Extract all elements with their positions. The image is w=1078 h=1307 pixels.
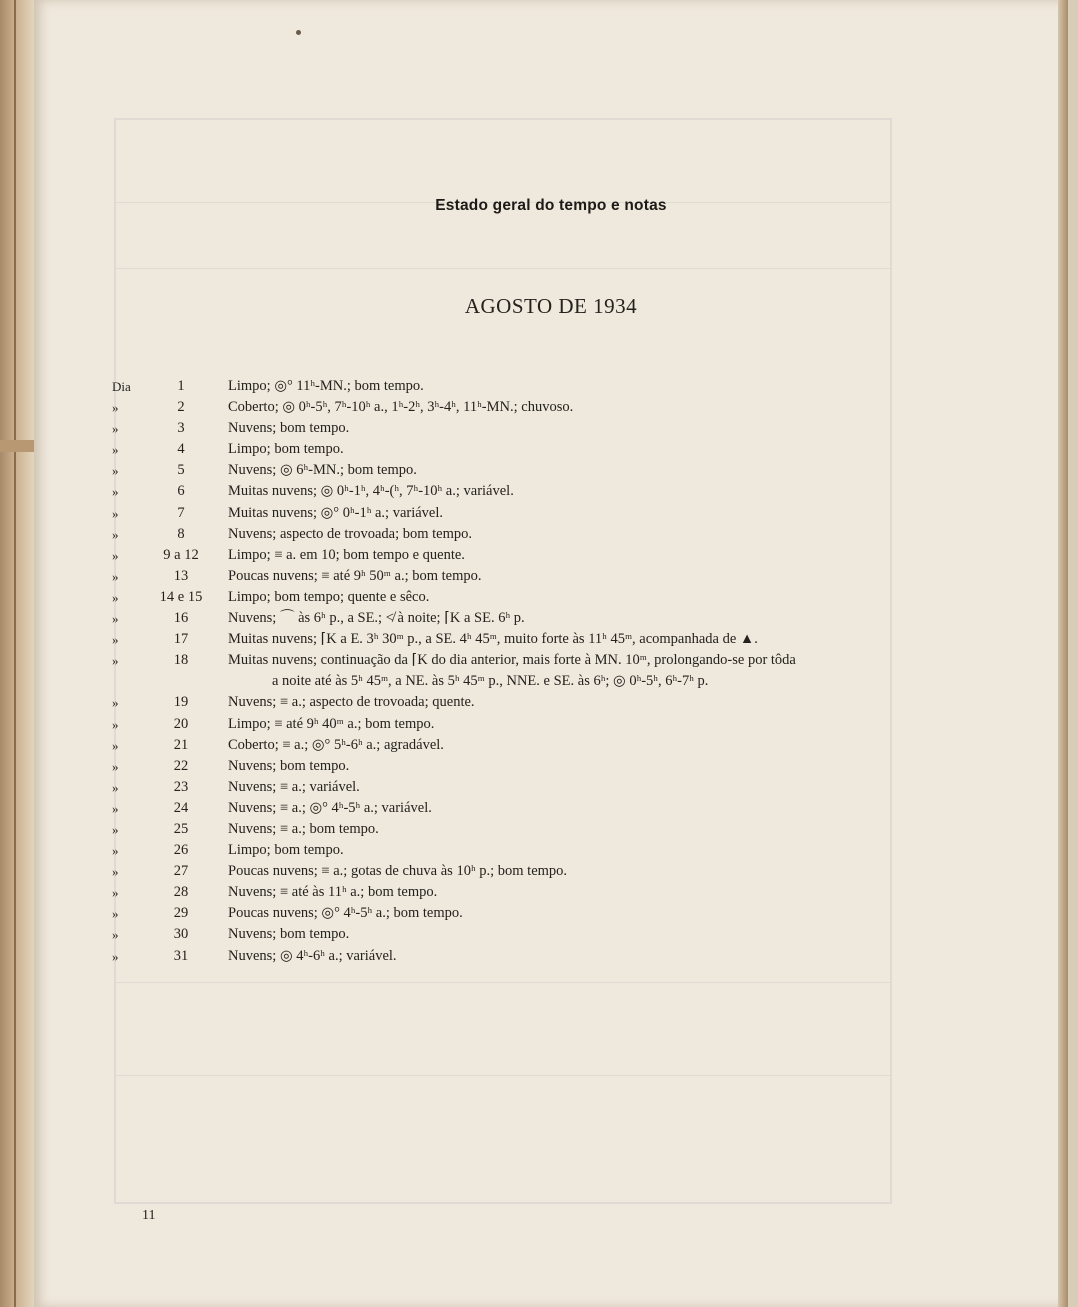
entry-row <box>34 439 1068 460</box>
entry-row <box>34 460 1068 481</box>
entry-day: 9 a 12 <box>163 546 199 563</box>
entry-label: » <box>112 484 119 500</box>
entry-text: Nuvens; aspecto de trovoada; bom tempo. <box>228 525 473 542</box>
entry-label: » <box>112 864 119 880</box>
entry-text: Nuvens; ≡ até às 11ʰ a.; bom tempo. <box>228 884 438 901</box>
show-through-rule <box>116 1075 890 1076</box>
entry-day: 5 <box>177 462 185 479</box>
entry-day: 6 <box>177 483 185 500</box>
entry-row <box>34 692 1068 713</box>
entry-text: Muitas nuvens; ⌈K a E. 3ʰ 30ᵐ p., a SE. 4ʰ 45ᵐ, muito forte às 11ʰ 45ᵐ, acompanhada de ▲. <box>228 631 758 648</box>
entry-label: » <box>112 653 119 669</box>
entry-label: » <box>112 821 119 837</box>
entry-row <box>34 629 1068 650</box>
entry-row <box>34 714 1068 735</box>
entry-day: 1 <box>177 378 185 394</box>
entry-row <box>34 756 1068 777</box>
entry-day: 13 <box>173 567 189 584</box>
entry-label: » <box>112 695 119 711</box>
entry-day: 8 <box>177 525 185 542</box>
entry-row <box>34 481 1068 502</box>
page-number: 11 <box>142 1208 156 1223</box>
entry-day: 26 <box>173 842 189 859</box>
book-spine <box>0 0 34 1307</box>
entry-day: 16 <box>173 610 189 627</box>
entry-label: » <box>112 463 119 479</box>
spine-notch <box>0 440 34 452</box>
entry-day: 18 <box>173 652 189 669</box>
entry-label: » <box>112 547 119 563</box>
show-through-rule <box>116 982 890 983</box>
entry-text: Limpo; bom tempo. <box>228 842 344 859</box>
entry-text: Nuvens; ≡ a.; variável. <box>228 778 360 795</box>
entry-label: » <box>112 779 119 795</box>
entry-day: 7 <box>177 504 185 521</box>
entry-day: 20 <box>173 715 189 732</box>
entry-text: Limpo; bom tempo. <box>228 441 344 458</box>
entry-row <box>34 861 1068 882</box>
entry-label: » <box>112 800 119 816</box>
entry-day: 29 <box>173 905 189 922</box>
entry-row <box>34 735 1068 756</box>
entry-text: Nuvens; ⌒ às 6ʰ p., a SE.; ≮ à noite; ⌈K a SE. 6ʰ p. <box>228 610 525 627</box>
section-title: Estado geral do tempo e notas <box>435 197 667 214</box>
entry-row <box>34 545 1068 566</box>
entry-text: Limpo; ◎° 11ʰ-MN.; bom tempo. <box>228 378 424 394</box>
entry-label: » <box>112 589 119 605</box>
entry-text: Nuvens; ≡ a.; bom tempo. <box>228 820 379 837</box>
entry-label: » <box>112 843 119 859</box>
entry-row <box>34 524 1068 545</box>
entry-day: 2 <box>177 399 185 416</box>
entry-day: 14 e 15 <box>159 588 203 605</box>
entry-row <box>34 819 1068 840</box>
entry-text: Muitas nuvens; continuação da ⌈K do dia anterior, mais forte à MN. 10ᵐ, prolongando-se por tôda <box>228 652 796 669</box>
entry-continuation-row <box>34 671 1068 692</box>
entry-row <box>34 650 1068 671</box>
entry-row <box>34 840 1068 861</box>
entry-row <box>34 503 1068 524</box>
entry-row <box>34 882 1068 903</box>
entry-text: Nuvens; ≡ a.; aspecto de trovoada; quente. <box>228 694 475 711</box>
entry-day: 25 <box>173 820 189 837</box>
entry-text: Nuvens; bom tempo. <box>228 926 350 943</box>
entry-text: Nuvens; bom tempo. <box>228 757 350 774</box>
entry-day: 21 <box>173 736 189 753</box>
entry-row <box>34 777 1068 798</box>
entry-text: Nuvens; bom tempo. <box>228 420 350 437</box>
entry-day: 19 <box>173 694 189 711</box>
page-right-edge <box>1058 0 1068 1307</box>
entry-label: » <box>112 758 119 774</box>
entry-day: 4 <box>177 441 185 458</box>
entry-day: 30 <box>173 926 189 943</box>
entry-day: 3 <box>177 420 185 437</box>
ink-speck <box>296 30 301 35</box>
entry-label: » <box>112 927 119 943</box>
entry-label: Dia <box>112 379 131 394</box>
entry-day: 28 <box>173 884 189 901</box>
entry-label: » <box>112 906 119 922</box>
document-page <box>34 0 1068 1307</box>
entry-label: » <box>112 716 119 732</box>
entry-day: 31 <box>173 947 189 964</box>
entry-day: 17 <box>173 631 189 648</box>
entry-label: » <box>112 442 119 458</box>
entry-day: 23 <box>173 778 189 795</box>
entry-text: a noite até às 5ʰ 45ᵐ, a NE. às 5ʰ 45ᵐ p., NNE. e SE. às 6ʰ; ◎ 0ʰ-5ʰ, 6ʰ-7ʰ p. <box>272 673 709 690</box>
entry-text: Muitas nuvens; ◎° 0ʰ-1ʰ a.; variável. <box>228 504 444 521</box>
entry-text: Poucas nuvens; ◎° 4ʰ-5ʰ a.; bom tempo. <box>228 905 463 922</box>
entry-label: » <box>112 632 119 648</box>
entry-text: Limpo; ≡ até 9ʰ 40ᵐ a.; bom tempo. <box>228 715 435 732</box>
entry-day: 22 <box>173 757 189 774</box>
entry-text: Poucas nuvens; ≡ até 9ʰ 50ᵐ a.; bom tempo. <box>228 567 482 584</box>
entry-text: Nuvens; ◎ 6ʰ-MN.; bom tempo. <box>228 462 417 479</box>
entry-row <box>34 397 1068 418</box>
entry-label: » <box>112 568 119 584</box>
entry-text: Nuvens; ◎ 4ʰ-6ʰ a.; variável. <box>228 947 397 964</box>
entry-text: Muitas nuvens; ◎ 0ʰ-1ʰ, 4ʰ-(ʰ, 7ʰ-10ʰ a.; variável. <box>228 483 514 500</box>
entry-label: » <box>112 526 119 542</box>
entry-row <box>34 566 1068 587</box>
entry-label: » <box>112 421 119 437</box>
entry-text: Coberto; ◎ 0ʰ-5ʰ, 7ʰ-10ʰ a., 1ʰ-2ʰ, 3ʰ-4ʰ, 11ʰ-MN.; chuvoso. <box>228 399 574 416</box>
entry-label: » <box>112 611 119 627</box>
entry-label: » <box>112 737 119 753</box>
entry-label: » <box>112 885 119 901</box>
entry-day: 24 <box>173 799 189 816</box>
entry-row <box>34 587 1068 608</box>
entry-row <box>34 903 1068 924</box>
entry-text: Poucas nuvens; ≡ a.; gotas de chuva às 10ʰ p.; bom tempo. <box>228 863 568 880</box>
entry-text: Nuvens; ≡ a.; ◎° 4ʰ-5ʰ a.; variável. <box>228 799 432 816</box>
weather-entries-list <box>34 376 1068 967</box>
entry-day: 27 <box>173 863 189 880</box>
entry-row <box>34 608 1068 629</box>
entry-row <box>34 376 1068 397</box>
spine-fold-line <box>14 0 16 1307</box>
entry-row <box>34 798 1068 819</box>
month-title: AGOSTO DE 1934 <box>464 294 638 318</box>
entry-text: Coberto; ≡ a.; ◎° 5ʰ-6ʰ a.; agradável. <box>228 736 444 753</box>
entry-label: » <box>112 505 119 521</box>
entry-row <box>34 924 1068 945</box>
entry-label: » <box>112 948 119 964</box>
entry-label: » <box>112 400 119 416</box>
entry-text: Limpo; ≡ a. em 10; bom tempo e quente. <box>228 546 465 563</box>
entry-text: Limpo; bom tempo; quente e sêco. <box>228 588 430 605</box>
show-through-rule <box>116 268 890 269</box>
entry-row <box>34 946 1068 967</box>
entry-row <box>34 418 1068 439</box>
